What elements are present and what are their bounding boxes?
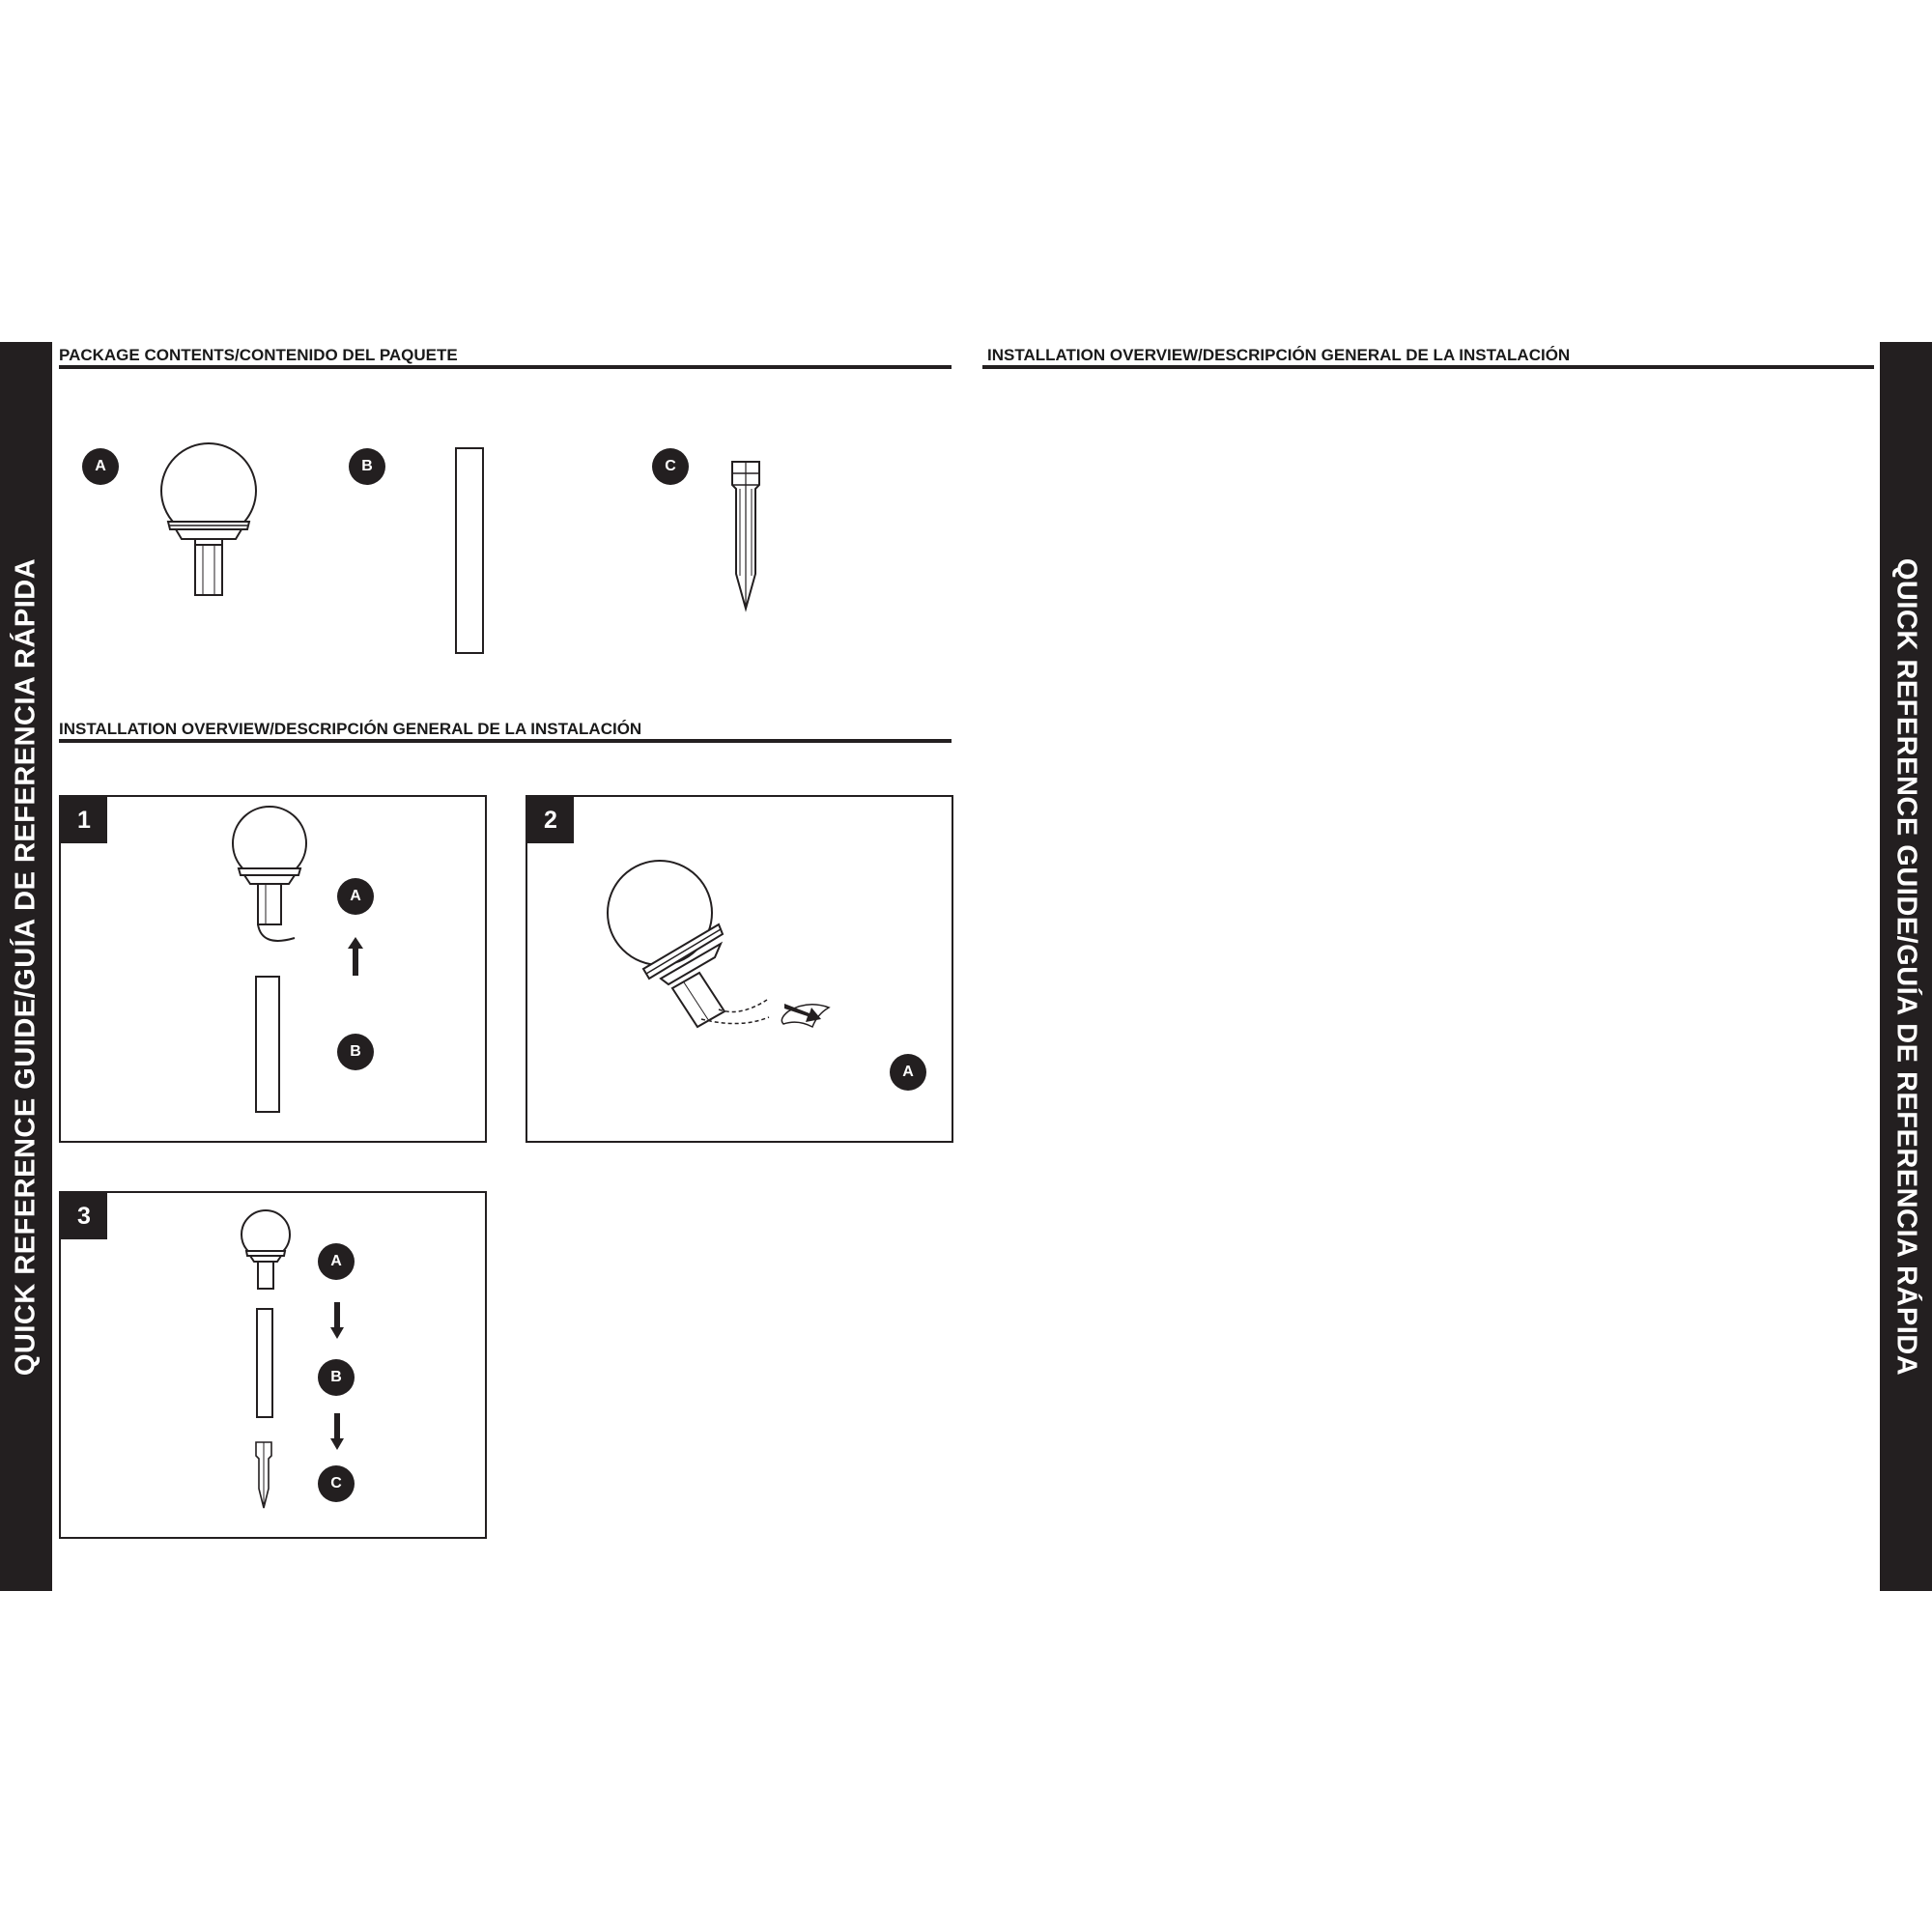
step-1-label-a: A	[337, 878, 374, 915]
arrow-up-icon	[346, 937, 365, 978]
package-contents-title: PACKAGE CONTENTS/CONTENIDO DEL PAQUETE	[59, 346, 458, 364]
installation-overview-rule	[59, 739, 952, 743]
right-sidebar-text: QUICK REFERENCE GUIDE/GUÍA DE REFERENCIA RÁPIDA	[1890, 557, 1922, 1376]
step-1-number: 1	[61, 797, 107, 843]
step-3-number: 3	[61, 1193, 107, 1239]
step-2-panel	[526, 795, 953, 1143]
installation-overview-title: INSTALLATION OVERVIEW/DESCRIPCIÓN GENERAL DE LA INSTALACIÓN	[59, 720, 642, 738]
right-installation-title: INSTALLATION OVERVIEW/DESCRIPCIÓN GENERAL DE LA INSTALACIÓN	[987, 346, 1571, 364]
step-3-label-b: B	[318, 1359, 355, 1396]
item-label-c: C	[652, 448, 689, 485]
arrow-down-icon	[330, 1302, 344, 1339]
right-installation-rule	[982, 365, 1874, 369]
left-sidebar-banner	[0, 342, 52, 1591]
right-sidebar-banner	[1880, 342, 1932, 1591]
solar-globe-light-head-icon	[155, 444, 261, 609]
step-1-illustration	[225, 803, 322, 1122]
package-contents-rule	[59, 365, 952, 369]
extension-pole-icon	[454, 446, 487, 657]
step-1-label-b: B	[337, 1034, 374, 1070]
step-2-illustration	[605, 855, 856, 1019]
step-3-label-c: C	[318, 1465, 355, 1502]
left-sidebar-text: QUICK REFERENCE GUIDE/GUÍA DE REFERENCIA RÁPIDA	[10, 557, 42, 1376]
ground-stake-icon	[726, 460, 765, 611]
item-label-a: A	[82, 448, 119, 485]
step-2-label-a: A	[890, 1054, 926, 1091]
step-1-panel	[59, 795, 487, 1143]
step-3-illustration	[235, 1208, 302, 1518]
step-3-panel	[59, 1191, 487, 1539]
arrow-down-right-icon	[784, 998, 823, 1023]
step-3-label-a: A	[318, 1243, 355, 1280]
step-2-number: 2	[527, 797, 574, 843]
arrow-down-icon	[330, 1413, 344, 1450]
item-label-b: B	[349, 448, 385, 485]
